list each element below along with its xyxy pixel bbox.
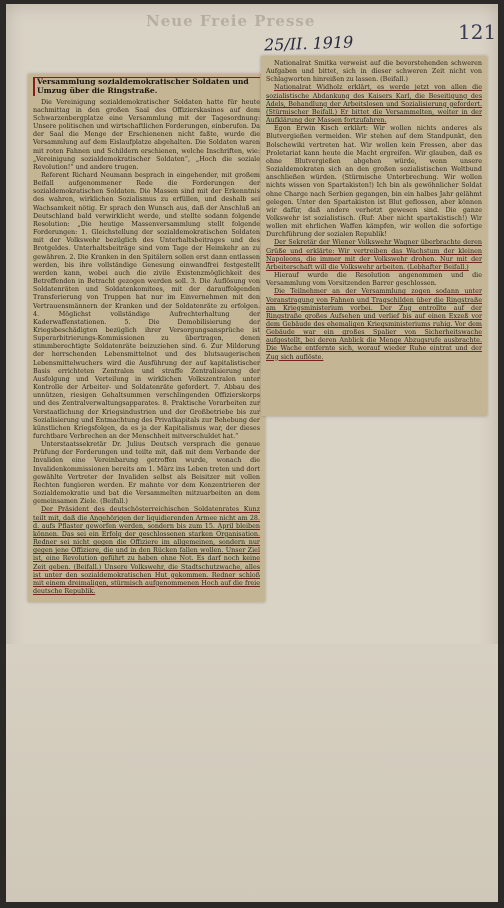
right-clipping [261,56,487,416]
archive-board [6,4,498,902]
page-number: 121 [458,20,497,44]
article-paragraph: Der Sekretär der Wiener Volkswehr Wagner überbrachte deren Grüße und erklärte: Wir vertreiben das Wachstum der kleinen Napoleons, die immer mit der Volkswehr drohen. Nur mit der Arbeiterschaft will die Volkswehr arbeiten. (Lebhafter Beifall.) [266,238,482,271]
article-paragraph: Egon Erwin Kisch erklärt: Wir wollen nichts anderes als Blutvergießen vermeiden. Wir stehen auf dem Standpunkt, den Bolschewiki vertreten hat. Wir wollen kein Fressen, aber das Proletariat kann heute die Macht ergreifen. Wir glauben, daß es ohne Blutvergießen abgehen würde, wenn unsere Sozialdemokraten sich an den großen sozialistischen Weltbund anschließen würden. (Stürmische Unterbrechung. Wir wollen nichts wissen von Spartakisten!) Ich bin als gewöhnlicher Soldat ohne Charge nach Serbien gegangen, bin ein halbes Jahr gelähmt gelegen. Unter den Spartakisten ist Blut geflossen, aber können wir dafür, daß andere verhetzt gewesen sind. Die ganze Volkswehr ist sozialistisch. (Ruf: Aber nicht spartakistisch!) Wir wollen mit ehrlichen Waffen kämpfen, wir wollen die sofortige Durchführung der sozialen Republik! [266,124,482,239]
article-headline: Versammlung sozialdemokratischer Soldaten und Umzug über die Ringstraße. [33,77,260,96]
article-paragraph: Nationalrat Widholz erklärt, es werde jetzt von allen die sozialistische Abdankung des Kaisers Karl, die Beseitigung des Adels, Behandlung der Arbeitslosen und Sozialisierung gefordert. (Stürmischer Beifall.) Er bittet die Versammelten, weiter in der Aufklärung der Massen fortzufahren. [266,83,482,125]
article-paragraph: Die Teilnehmer an der Versammlung zogen sodann unter Voranstragung von Fahnen und Tragschilden über die Ringstraße am Kriegsministerium vorbei. Der Zug entrollte auf der Ringstraße großes Aufsehen und verlief bis auf einen Exzeß vor dem Gebäude des ehemaligen Kriegsministeriums ruhig. Vor dem Gebäude war ein großes Spalier von Sicherheitswache aufgestellt, bei deren Anblick die Menge Abzugsrufe ausbrachte. Die Wache entfernte sich, worauf wieder Ruhe eintrat und der Zug sich auflöste. [266,287,482,361]
article-paragraph: Nationalrat Smitka verweist auf die bevorstehenden schweren Aufgaben und bittet, sich in dieser schweren Zeit nicht von Schlagworten hinreißen zu lassen. (Beifall.) [266,59,482,84]
article-paragraph: Der Präsident des deutschösterreichischen Soldatenrates Kunz teilt mit, daß die Angehörigen der liquidierenden Armee nicht am 28. d. aufs Pflaster geworfen werden, sondern bis zum 15. April bleiben können. Das sei ein Erfolg der geschlossenen starken Organisation. Redner sei nicht gegen die Offiziere im allgemeinen, sondern nur gegen jene Offiziere, die und in den Rücken fallen wollen. Unser Ziel ist, eine Revolution geführt zu haben ohne Not. Es darf noch keine Zeit geben. (Beifall.) Unsere Volkswehr, die Stadtschutzwache, alles ist unter den sozialdemokratischen Hut gekommen. Redner schloß mit einem dreimaligen, stürmisch aufgenommenen Hoch auf die freie deutsche Republik. [33,505,260,595]
article-paragraph: Hierauf wurde die Resolution angenommen und die Versammlung vom Vorsitzenden Barrer geschlossen. [266,271,482,288]
handwritten-date: 25/II. 1919 [263,32,354,55]
article-paragraph: Unterstaatssekretär Dr. Julius Deutsch versprach die genaue Prüfung der Forderungen und teilte mit, daß mit dem Verbande der Invaliden eine Vereinbarung getroffen wurde, wonach die Invalidenkommissionen bereits am 1. März ins Leben treten und dort gewählte Vertreter der Invaliden selbst als Beisitzer mit vollen Rechten fungieren werden. Er mahnte vor dem Konzentrieren der Sozialdemokratie und bat die Versammelten mitzuarbeiten an dem gemeinsamen Ziele. (Beifall.) [33,440,260,506]
newspaper-masthead: Neue Freie Presse [146,12,316,30]
left-clipping [28,74,265,602]
article-paragraph: Die Vereinigung sozialdemokratischer Soldaten hatte für heute nachmittag in den großen Saal des Offizierskasinos auf dem Schwarzenbergplatze eine Versammlung mit der Tagesordnung: Unsere politischen und wirtschaftlichen Forderungen, einberufen. Da der Saal die Menge der Erschienenen nicht faßte, wurde die Versammlung auf dem Eislaufplatze abgehalten. Die Soldaten waren mit roten Fahnen und Schildern erschienen, welche Inschriften, wie: „Vereinigung sozialdemokratischer Soldaten“, „Hoch die soziale Revolution!“ und andere trugen. [33,97,260,171]
article-paragraph: Referent Richard Neumann besprach in eingehender, mit großem Beifall aufgenommener Rede die Forderungen der sozialdemokratischen Soldaten. Die Massen sind mit der Erkenntnis des wahren, wirklichen Sozialismus zu erfüllen, und deshalb sei Wachsamkeit nötig. Er sprach den Wunsch aus, daß der Anschluß an Deutschland bald verwirklicht werde, und stellte sodann folgende Resolution: „Die heutige Massenversammlung stellt folgende Forderungen: 1. Gleichstellung der sozialdemokratischen Soldaten mit der Volkswehr bezüglich des Unterhaltsbeitrages und des Brotgeldes. Unterhaltsbeiträge sind vom Tage der Heimkehr an zu gewähren. 2. Die Kranken in den Spitälern sollen erst dann entlassen werden, bis ihre vollständige Genesung einwandfrei festgestellt werden kann, wobei auch die zivile Existenzmöglichkeit des Betreffenden in Betracht gezogen werden soll. 3. Die Auflösung von Soldatenräten und Soldatenkomitees, mit der darauffolgenden Transferierung von Truppen hat nur im Einvernehmen mit den Vertrauensmännern der Kranken und der Soldatenräte zu erfolgen. 4. Möglichst vollständige Aufrechterhaltung der Kaderwaffenstationen. 5. Die Demobilisierung der Kriegsbeschädigten bezüglich ihrer Versorgungsansprüche ist Superarbitrierungs-Kommissionen zu übertragen, denen stimmberechtigte Soldatenräte beizuziehen sind. 6. Zur Milderung der herrschenden Lebensmittelnot und des blutsaugerischen Lebensmittelwuchers wird die Ausführung der auf kapitalistischer Basis errichteten Zentralen und straffe Zentralisierung der Ausfolgung und Verteilung in wirklichen Volkszentralen unter Kontrolle der Arbeiter- und Soldatenräte gefordert. 7. Abbau des unnützen, riesigen Gehaltsummen verschlingenden Offizierskorps und des Zentralverwaltungsapparates. 8. Praktische Vorarbeiten zur Verstaatlichung der Kriegsindustrien und der Großbetriebe bis zur Sozialisierung und Entmachtung des Privatkapitals zur Behebung der künstlichen Kriegsfolgen, da es ja der Kapitalismus war, der dieses furchtbare Verbrechen an der Menschheit mitverschuldet hat.“ [33,171,260,440]
